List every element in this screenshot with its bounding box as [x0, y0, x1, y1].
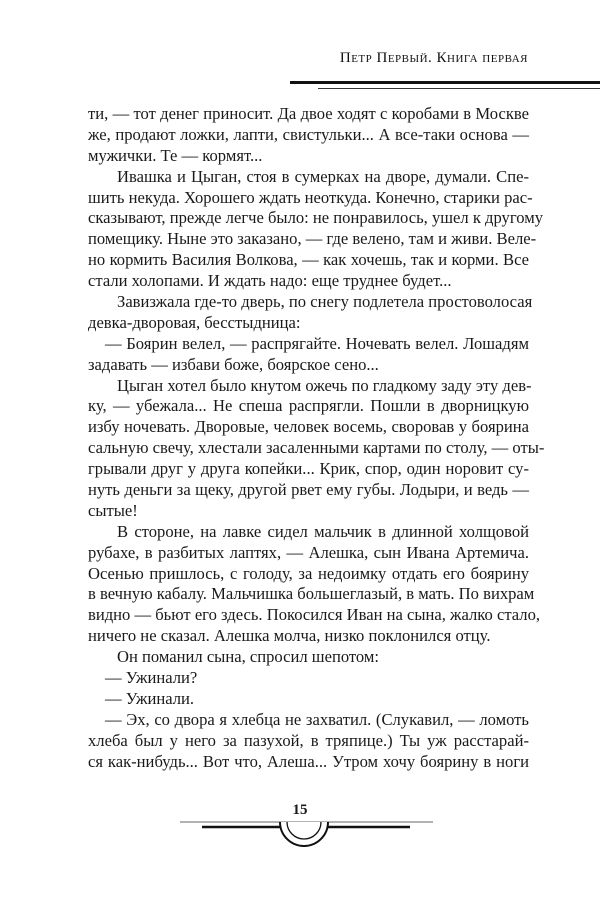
text-line: шить некуда. Хорошего ждать неоткуда. Конечно, старики рас- — [88, 187, 533, 207]
text-line: помещику. Ныне это заказано, — где велено, там и живи. Веле- — [88, 229, 537, 249]
running-head: Петр Первый. Книга первая — [339, 50, 528, 66]
text-line: хлеба был у него за пазухой, в тряпице.) Ты уж расстарай- — [88, 730, 529, 750]
text-line: нуть деньги за щеку, другой рвет ему губы. Лодыри, и ведь — — [88, 480, 529, 500]
text-line: но кормить Василия Волкова, — как хочешь, так и корми. Все — [88, 250, 529, 270]
text-line: Он поманил сына, спросил шепотом: — [117, 647, 380, 667]
text-line: девка-дворовая, бесстыдница: — [88, 312, 301, 332]
text-line: мужички. Те — кормят... — [88, 145, 263, 165]
text-line: — Эх, со двора я хлебца не захватил. (Слукавил, — ломоть — [105, 709, 529, 729]
text-line: Цыган хотел было кнутом ожечь по гладкому заду эту дев- — [117, 375, 532, 395]
text-line: грывали друг у друга копейки... Крик, спор, один норовит су- — [88, 459, 529, 479]
page-number: 15 — [292, 802, 308, 818]
header-rule-thin — [318, 88, 600, 89]
text-line: Завизжала где-то дверь, по снегу подлетела простоволосая — [117, 292, 533, 312]
text-line: сытые! — [88, 500, 138, 520]
text-line: Осенью пришлось, с голоду, за недоимку отдать его боярину — [88, 563, 529, 583]
text-line: же, продают ложки, лапти, свистульки... А все-таки основа — — [88, 124, 529, 144]
text-line: ничего не сказал. Алешка молча, низко поклонился отцу. — [88, 626, 491, 646]
text-line: В стороне, на лавке сидел мальчик в длинной холщовой — [117, 521, 529, 541]
text-line: — Ужинали. — [105, 688, 195, 708]
text-line: в вечную кабалу. Мальчишка большеглазый, в мать. По вихрам — [88, 584, 535, 604]
page-footer — [0, 800, 600, 850]
body-text — [88, 104, 545, 773]
text-line: — Боярин велел, — распрягайте. Ночевать велел. Лошадям — [105, 333, 529, 353]
text-line: ку, — убежала... Не спеша распрягли. Пошли в дворницкую — [88, 396, 529, 416]
text-line: Ивашка и Цыган, стоя в сумерках на дворе, думали. Спе- — [117, 166, 529, 186]
text-line: рубахе, в разбитых лаптях, — Алешка, сын Ивана Артемича. — [88, 542, 529, 562]
text-line: ти, — тот денег приносит. Да двое ходят с коробами в Москве — [88, 104, 529, 123]
text-line: видно — бьют его здесь. Покосился Иван на сына, жалко стало, — [88, 605, 541, 625]
text-line: сальную свечу, хлестали засаленными картами по столу, — оты- — [88, 438, 545, 458]
text-line: ся как-нибудь... Вот что, Алеша... Утром хочу боярину в ноги — [88, 751, 529, 771]
text-line: задавать — избави боже, боярское сено... — [88, 354, 379, 374]
text-line: избу ночевать. Дворовые, человек восемь, своровав у боярина — [88, 417, 529, 437]
text-line: — Ужинали? — [105, 668, 198, 688]
text-line: стали холопами. И ждать надо: еще труднее будет... — [88, 271, 452, 291]
text-line: сказывают, прежде легче было: не понравилось, ушел к другому — [88, 208, 544, 228]
header-rule-thick — [290, 81, 600, 84]
